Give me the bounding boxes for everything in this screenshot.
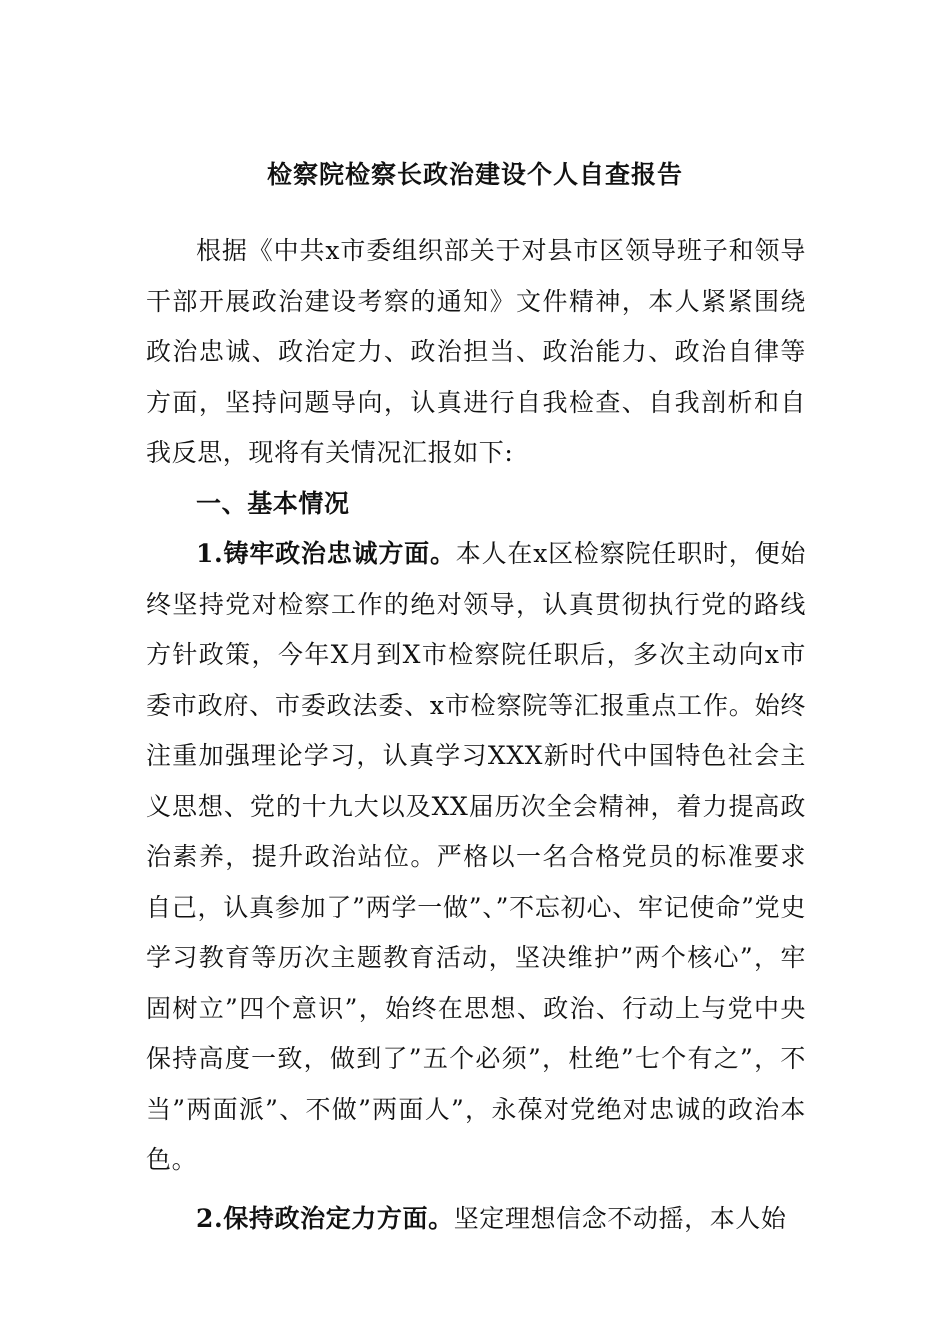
item-political-steadiness (146, 1194, 806, 1245)
intro-paragraph: 根据《中共x市委组织部关于对县市区领导班子和领导干部开展政治建设考察的通知》文件精神，本人紧紧围绕政治忠诚、政治定力、政治担当、政治能力、政治自律等方面，坚持问题导向，认真进行自我检查、自我剖析和自我反思，现将有关情况汇报如下: (146, 236, 806, 467)
item-text-political-loyalty: 本人在x区检察院任职时，便始终坚持党对检察工作的绝对领导，认真贯彻执行党的路线方针政策，今年X月到X市检察院任职后，多次主动向x市委市政府、市委政法委、x市检察院等汇报重点工作。始终注重加强理论学习，认真学习XXX新时代中国特色社会主义思想、党的十九大以及XX届历次全会精神，着力提高政治素养，提升政治站位。严格以一名合格党员的标准要求自己，认真参加了”两学一做”、”不忘初心、牢记使命”党史学习教育等历次主题教育活动，坚决维护”两个核心”，牢固树立”四个意识”，始终在思想、政治、行动上与党中央保持高度一致，做到了”五个必须”，杜绝”七个有之”，不当”两面派”、不做”两面人”，永葆对党绝对忠诚的政治本色。 (146, 539, 806, 1174)
item-political-loyalty (146, 529, 806, 1186)
item-text-political-steadiness: 坚定理想信念不动摇，本人始 (453, 1203, 787, 1233)
document-title: 检察院检察长政治建设个人自查报告 (266, 160, 683, 189)
item-lead-political-loyalty: 1.铸牢政治忠诚方面。 (196, 539, 456, 568)
section-heading-basic-situation: 一、基本情况 (196, 488, 350, 518)
item-lead-political-steadiness: 2.保持政治定力方面。 (196, 1203, 454, 1233)
document-body (146, 226, 806, 1244)
